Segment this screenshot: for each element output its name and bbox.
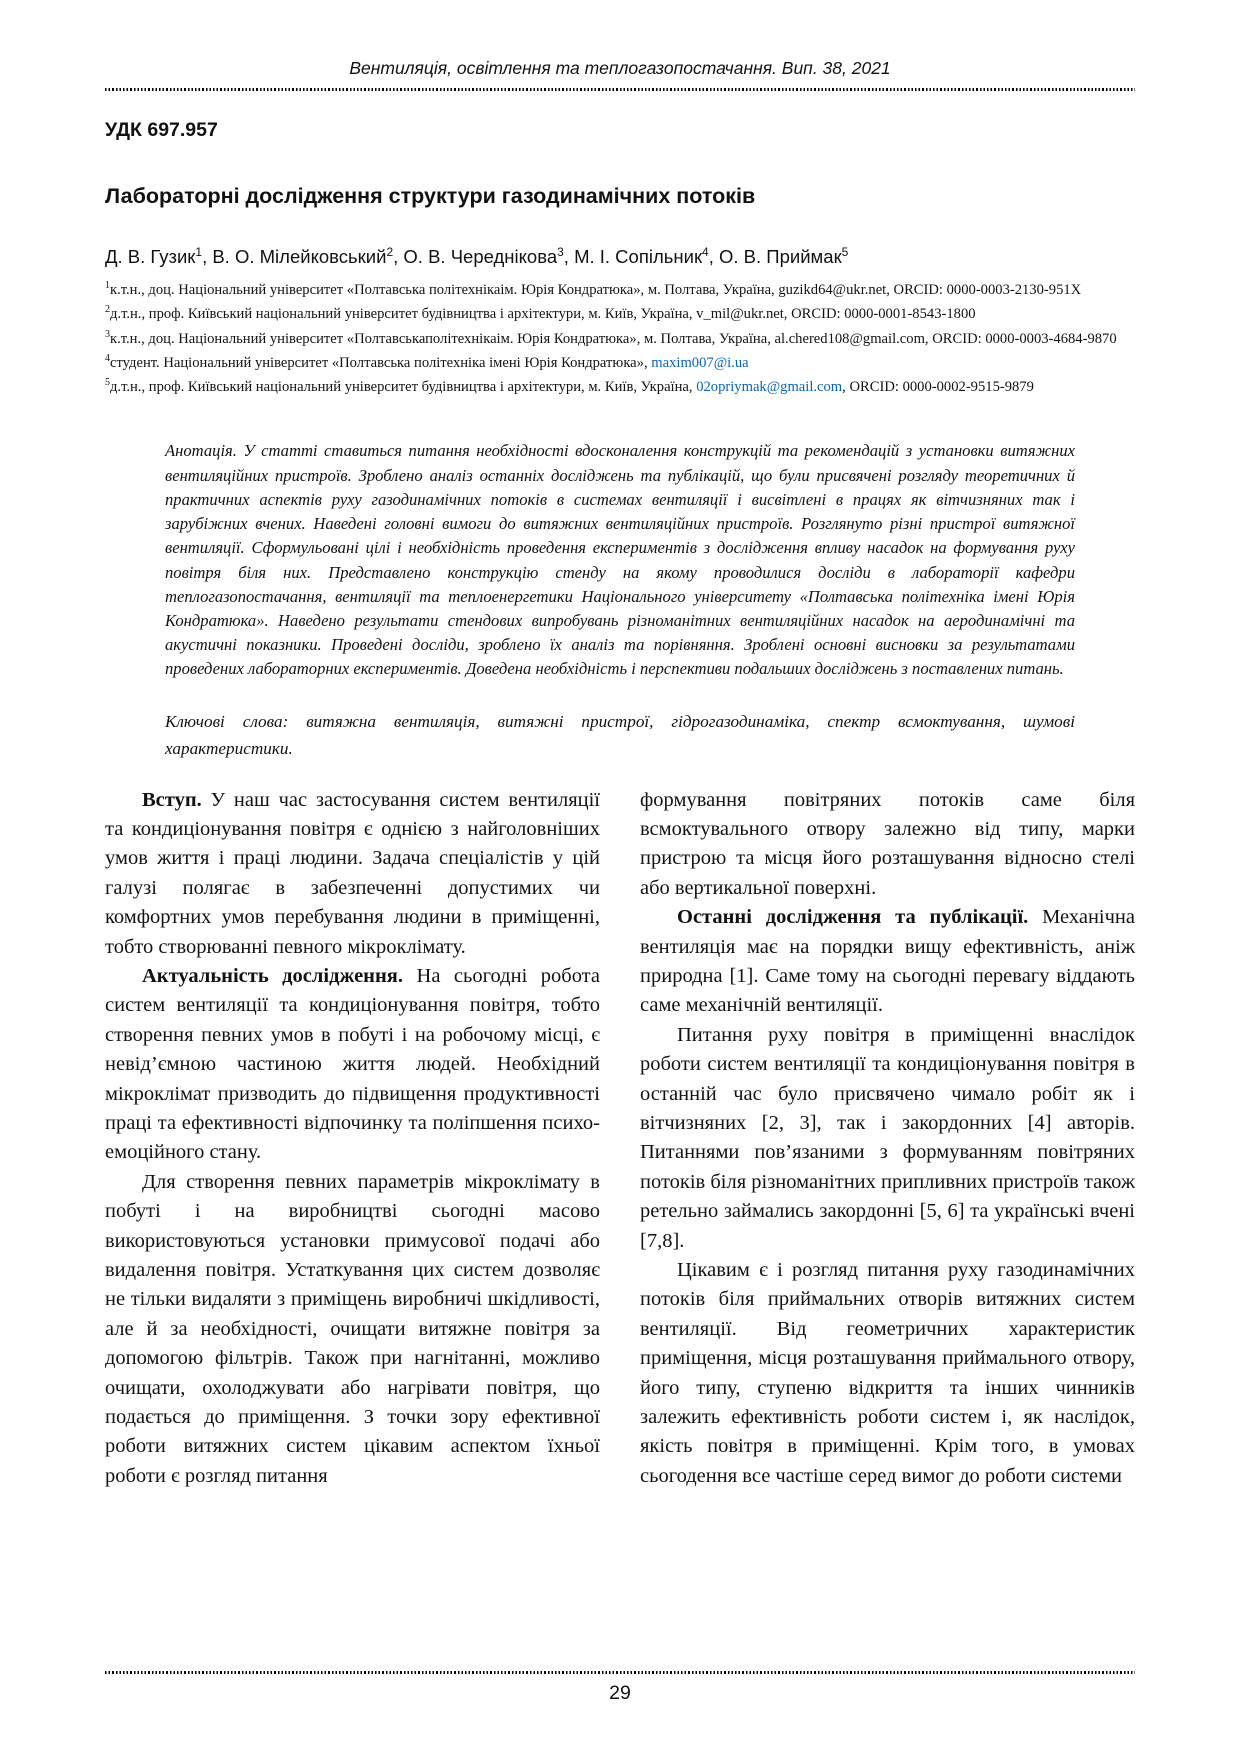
abstract-text: У статті ставиться питання необхідності вдосконалення конструкцій та рекомендацій з установки витяжних вентиляційних пристроїв. Зроблено аналіз останніх досліджень та публікацій, що були присвячені розгляду теоретичних й практичних аспектів руху газодинамічних потоків в системах вентиляції і висвітлені в працях як вітчизняних так і зарубіжних вчених. Наведені головні вимоги до витяжних вентиляційних пристроїв. Розглянуто різні пристрої витяжної вентиляції. Сформульовані цілі і необхідність проведення експериментів з дослідження впливу насадок на формування руху повітря біля них. Представлено конструкцію стенду на якому проводилися досліди в лабораторії кафедри теплогазопостачання, вентиляції та теплоенергетики Національного університету «Полтавська політехніка імені Юрія Кондратюка». Наведено результати стендових випробувань різноманітних вентиляційних насадок на аеродинамічні та акустичні показники. Проведені досліди, зроблено їх аналіз та порівняння. Зроблені основні висновки за результатами проведених лабораторних експериментів. Доведена необхідність і перспективи подальших досліджень з поставлених питань.: [165, 441, 1075, 679]
paragraph-text: Питання руху повітря в приміщенні внаслідок роботи систем вентиляції та кондиціонування повітря в останній час було присвячено чимало робіт як і вітчизняних [2, 3], так і закордонних [4] авторів. Питаннями пов’язаними з формуванням повітряних потоків біля різноманітних припливних пристроїв також ретельно займались закордонні [5, 6] та українські вчені [7,8].: [640, 1023, 1135, 1252]
author-affiliation-ref: 3: [557, 245, 564, 259]
email-link[interactable]: maxim007@i.ua: [651, 354, 749, 371]
affiliation-footnote: [105, 300, 1135, 324]
footnote-marker: 1: [105, 280, 110, 292]
journal-header-line: Вентиляція, освітлення та теплогазопостачання. Вип. 38, 2021: [349, 58, 891, 78]
abstract-label: Анотація.: [165, 441, 244, 461]
affiliation-text: д.т.н., проф. Київський національний університет будівництва і архітектури, м. Київ, Україна, v_mil@ukr.net, ORCID: 0000-0001-8543-1800: [110, 306, 976, 323]
affiliation-text: д.т.н., проф. Київський національний університет будівництва і архітектури, м. Київ, Україна,: [110, 379, 697, 396]
author-affiliation-ref: 4: [702, 245, 709, 259]
paragraph-text: Цікавим є і розгляд питання руху газодинамічних потоків біля приймальних отворів витяжних систем вентиляції. Від геометричних характеристик приміщення, місця розташування приймального отвору, його типу, ступеню відкриття та інших чинників залежить ефективність роботи систем і, як наслідок, якість повітря в приміщенні. Крім того, в умовах сьогодення все частіше серед вимог до роботи системи: [640, 1259, 1135, 1487]
authors-line: [105, 245, 1135, 268]
abstract: [165, 439, 1075, 681]
paragraph: [640, 1021, 1135, 1256]
footnote-marker: 5: [105, 377, 110, 389]
affiliation-text: к.т.н., доц. Національний університет «Полтавськаполітехнікаім. Юрія Кондратюка», м. Полтава, Україна, al.chered108@gmail.com, ORCID: 0000-0003-4684-9870: [110, 330, 1117, 347]
author-name: , В. О. Мілейковський: [202, 246, 387, 268]
affiliation-footnote: [105, 325, 1135, 349]
author-name: Д. В. Гузик: [105, 246, 196, 268]
affiliations-block: [105, 276, 1135, 397]
header-divider: [105, 88, 1135, 91]
affiliation-footnote: [105, 349, 1135, 373]
footer-divider: [105, 1671, 1135, 1674]
paragraph: [640, 1256, 1135, 1491]
affiliation-text: , ORCID: 0000-0002-9515-9879: [842, 379, 1034, 396]
page-number: 29: [609, 1682, 631, 1704]
keywords: [165, 708, 1075, 762]
paragraph-relevance: [105, 962, 600, 1168]
page-content: [105, 0, 1135, 1491]
paragraph-text: Механічна вентиляція має на порядки вищу ефективність, аніж природна [1]. Саме тому на сьогодні перевагу віддають саме механічній вентиляції.: [640, 906, 1135, 1017]
paragraph-text: На сьогодні робота систем вентиляції та кондиціонування повітря, тобто створення певних умов в побуті і на робочому місці, є невід’ємною частиною життя людей. Необхідний мікроклімат призводить до підвищення продуктивності праці та ефективності відпочинку та поліпшення психоемоційного стану.: [105, 964, 600, 1164]
footnote-marker: 4: [105, 352, 110, 364]
affiliation-text: студент. Національний університет «Полтавська політехніка імені Юрія Кондратюка»,: [110, 354, 652, 371]
author-name: , О. В. Приймак: [708, 246, 842, 268]
left-column: [105, 786, 600, 1492]
author-affiliation-ref: 1: [195, 245, 203, 259]
paragraph-text: формування повітряних потоків саме біля всмоктувального отвору залежно від типу, марки пристрою та місця його розташування відносно стелі або вертикальної поверхні.: [640, 788, 1135, 899]
author-affiliation-ref: 5: [841, 245, 849, 259]
author-affiliation-ref: 2: [386, 245, 394, 259]
affiliation-text: к.т.н., доц. Національний університет «Полтавська політехнікаім. Юрія Кондратюка», м. Полтава, Україна, guzikd64@ukr.net, ORCID: 0000-0003-2130-951X: [110, 282, 1082, 299]
body-columns: [105, 786, 1135, 1492]
footnote-marker: 2: [105, 304, 110, 316]
affiliation-footnote: [105, 276, 1135, 300]
keywords-label: Ключові слова:: [165, 711, 307, 731]
paragraph-lead: Вступ.: [142, 788, 211, 811]
paragraph: [105, 1168, 600, 1491]
author-name: , О. В. Череднікова: [393, 246, 558, 268]
paragraph-lead: Актуальність дослідження.: [142, 964, 417, 987]
paragraph-intro: [105, 786, 600, 962]
paragraph-continuation: [640, 786, 1135, 904]
right-column: [640, 786, 1135, 1492]
email-link[interactable]: 02opriymak@gmail.com: [696, 379, 843, 396]
page-footer: [105, 1662, 1135, 1705]
affiliation-footnote: [105, 373, 1135, 397]
udc-code: УДК 697.957: [105, 119, 218, 141]
footnote-marker: 3: [105, 328, 110, 340]
author-name: , М. І. Сопільник: [563, 246, 703, 268]
paragraph-text: Для створення певних параметрів мікроклімату в побуті і на виробництві сьогодні масово використовуються установки примусової подачі або видалення повітря. Устаткування цих систем дозволяє не тільки видаляти з приміщень виробничі шкідливості, але й за необхідності, очищати витяжне повітря за допомогою фільтрів. Також при нагнітанні, можливо очищати, охолоджувати або нагрівати повітря, що подається до приміщення. З точки зору ефективної роботи витяжних систем цікавим аспектом їхньої роботи є розгляд питання: [105, 1170, 600, 1487]
paragraph-lead: Останні дослідження та публікації.: [677, 906, 1043, 929]
article-title: Лабораторні дослідження структури газодинамічних потоків: [105, 184, 756, 208]
paragraph-recent-research: [640, 903, 1135, 1021]
paragraph-text: У наш час застосування систем вентиляції та кондиціонування повітря є однією з найголовніших умов життя і праці людини. Задача спеціалістів у цій галузі полягає в забезпеченні допустимих чи комфортних умов перебування людини в приміщенні, тобто створюванні певного мікроклімату.: [105, 788, 600, 958]
keywords-text: витяжна вентиляція, витяжні пристрої, гідрогазодинаміка, спектр всмоктування, шумові характеристики.: [165, 711, 1075, 758]
